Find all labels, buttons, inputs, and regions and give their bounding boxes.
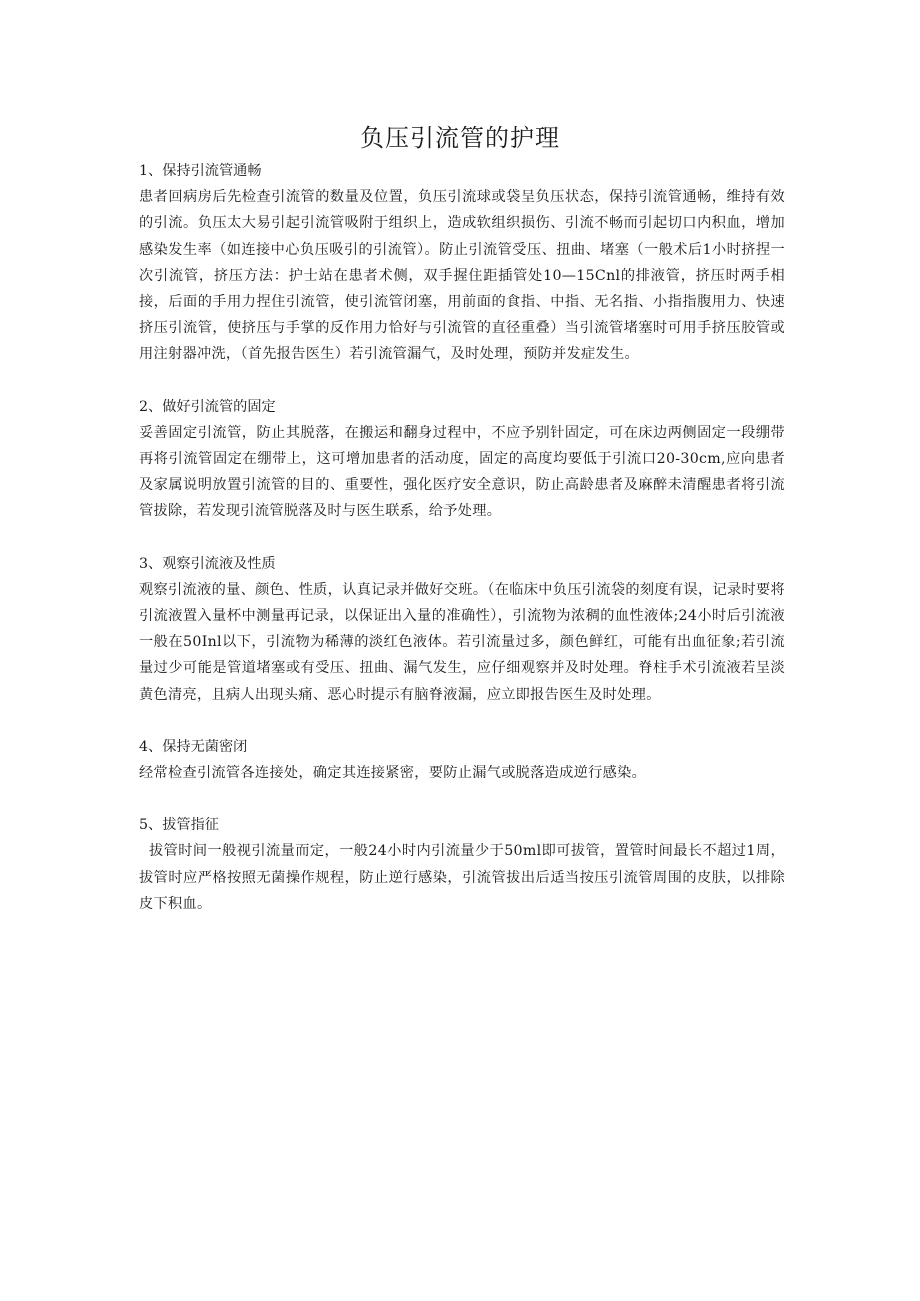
document-content [139,158,785,943]
section-sterile-closure [139,734,785,786]
section-extubation-indications [139,812,785,917]
section-body: 妥善固定引流管，防止其脱落，在搬运和翻身过程中，不应予别针固定，可在床边两侧固定一段绷带再将引流管固定在绷带上，这可增加患者的活动度，固定的高度均要低于引流口20-30cm,应向患者及家属说明放置引流管的目的、重要性，强化医疗安全意识，防止高龄患者及麻醉未清醒患者将引流管拔除，若发现引流管脱落及时与医生联系，给予处理。 [139,424,785,520]
section-heading: 4、保持无菌密闭 [139,738,248,755]
section-body: 观察引流液的量、颜色、性质，认真记录并做好交班。（在临床中负压引流袋的刻度有误，记录时要将引流液置入量杯中测量再记录，以保证出入量的准确性），引流物为浓稠的血性液体;24小时后引流液一般在50Inl以下，引流物为稀薄的淡红色液体。若引流量过多，颜色鲜红，可能有出血征象;若引流量过少可能是管道堵塞或有受压、扭曲、漏气发生，应仔细观察并及时处理。脊柱手术引流液若呈淡黄色清亮，且病人出现头痛、恶心时提示有脑脊液漏，应立即报告医生及时处理。 [139,581,785,703]
section-heading: 2、做好引流管的固定 [139,398,276,415]
section-fixation [139,394,785,525]
section-body: 拔管时间一般视引流量而定，一般24小时内引流量少于50ml即可拔管，置管时间最长不超过1周，拔管时应严格按照无菌操作规程，防止逆行感染，引流管拔出后适当按压引流管周围的皮肤，以排除皮下积血。 [139,843,785,912]
section-keep-drainage-patent [139,158,785,368]
section-heading: 1、保持引流管通畅 [139,163,262,179]
section-body: 经常检查引流管各连接处，确定其连接紧密，要防止漏气或脱落造成逆行感染。 [139,765,647,782]
section-heading: 3、观察引流液及性质 [139,555,276,572]
document-title: 负压引流管的护理 [360,124,560,152]
section-body: 患者回病房后先检查引流管的数量及位置，负压引流球或袋呈负压状态，保持引流管通畅，维持有效的引流。负压太大易引起引流管吸附于组织上，造成软组织损伤、引流不畅而引起切口内积血，增加感染发生率（如连接中心负压吸引的引流管）。防止引流管受压、扭曲、堵塞（一般术后1小时挤捏一次引流管，挤压方法：护士站在患者术侧，双手握住距插管处10—15Cnl的排液管，挤压时两手相接，后面的手用力捏住引流管，使引流管闭塞，用前面的食指、中指、无名指、小指指腹用力、快速挤压引流管，使挤压与手掌的反作用力恰好与引流管的直径重叠）当引流管堵塞时可用手挤压胶管或用注射器冲洗，（首先报告医生）若引流管漏气，及时处理，预防并发症发生。 [139,189,785,363]
section-observe-drainage-fluid [139,551,785,708]
section-heading: 5、拔管指征 [139,817,219,834]
